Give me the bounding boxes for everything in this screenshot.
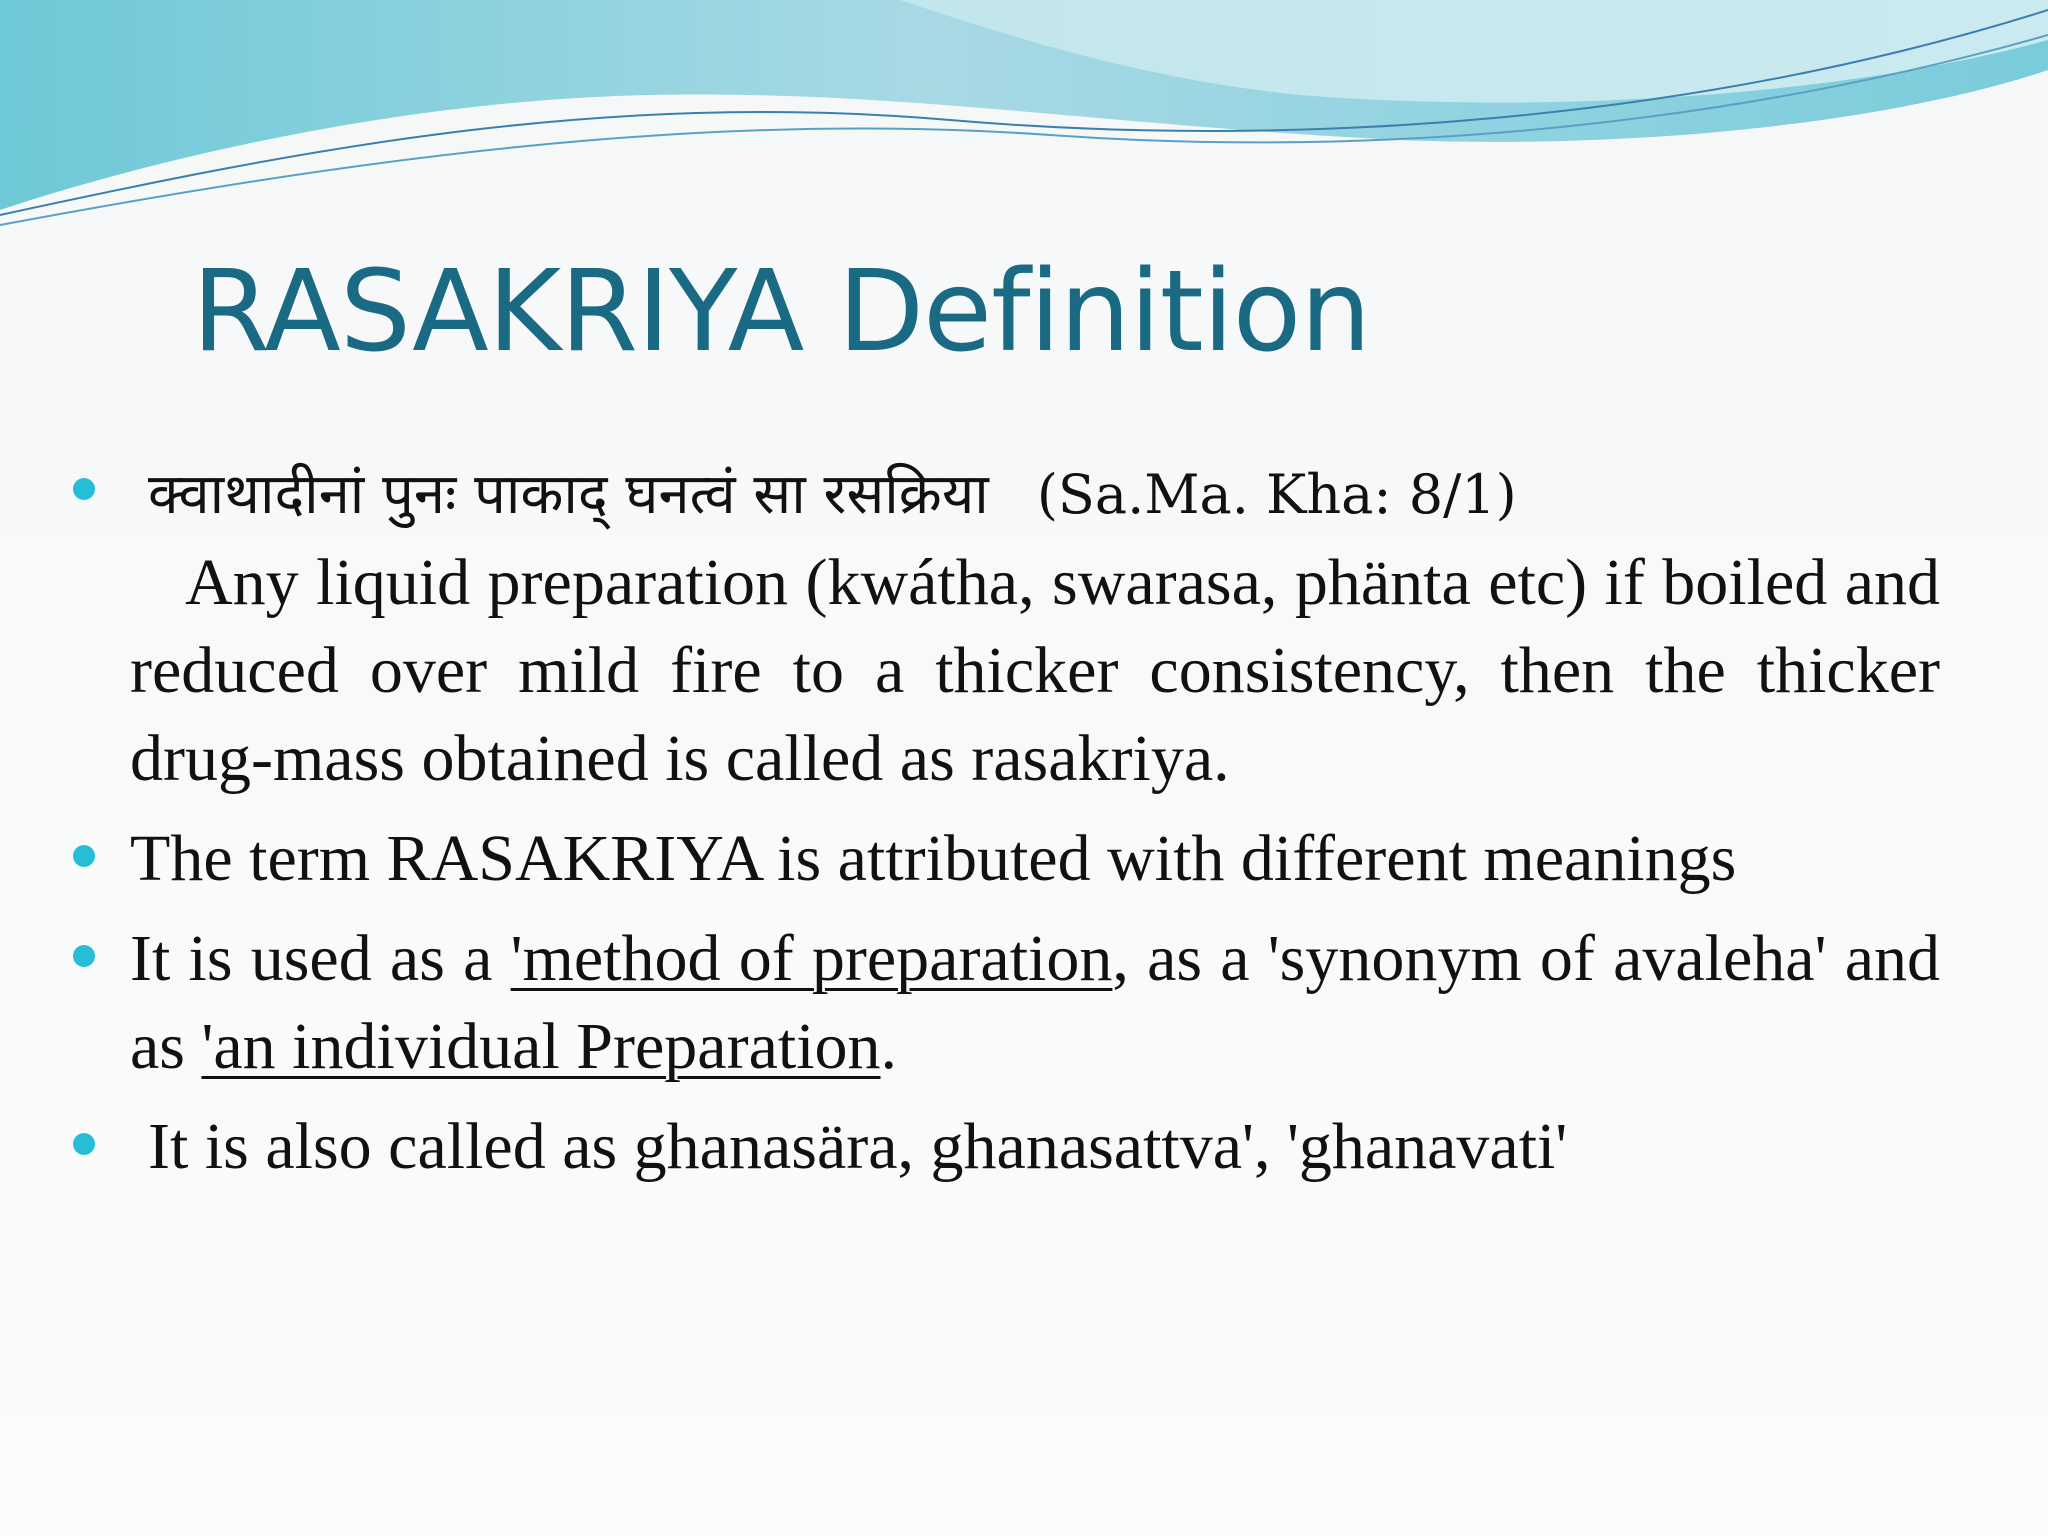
- bullet-item-definition: [130, 448, 1940, 803]
- usage-text-after: .: [880, 1010, 898, 1083]
- bullet-dot-icon: [73, 1133, 95, 1155]
- usage-text-middle: , as a 'synonym of avaleha' and as: [130, 922, 1940, 1083]
- bullet-dot-icon: [73, 478, 95, 500]
- header-wave-decoration: [0, 0, 2048, 240]
- bullet-dot-icon: [73, 945, 95, 967]
- bullet-item-other-names: [130, 1103, 1940, 1191]
- sanskrit-verse: क्वाथादीनां पुनः पाकाद् घनत्वं सा रसक्रिया: [148, 462, 989, 527]
- slide-title: RASAKRIYA Definition: [192, 247, 1371, 377]
- bullet-item-usage: [130, 915, 1940, 1091]
- bullet-list: [130, 448, 1940, 1191]
- bullet-dot-icon: [73, 845, 95, 867]
- usage-text: [130, 915, 1940, 1091]
- other-names-text: It is also called as ghanasära, ghanasattva', 'ghanavati': [148, 1110, 1568, 1183]
- usage-text-before: It is used as a: [130, 922, 511, 995]
- verse-reference: (Sa.Ma. Kha: 8/1): [1036, 463, 1517, 526]
- definition-description: Any liquid preparation (kwátha, swarasa, phänta etc) if boiled and reduced over mild fire to a thicker consistency, then the thicker drug-mass obtained is called as rasakriya.: [130, 546, 1940, 795]
- usage-underlined-individual: 'an individual Preparation: [201, 1010, 881, 1083]
- bullet-item-term-meanings: [130, 815, 1940, 903]
- usage-underlined-method: 'method of preparation: [510, 922, 1113, 995]
- term-meanings-text: The term RASAKRIYA is attributed with different meanings: [130, 822, 1737, 895]
